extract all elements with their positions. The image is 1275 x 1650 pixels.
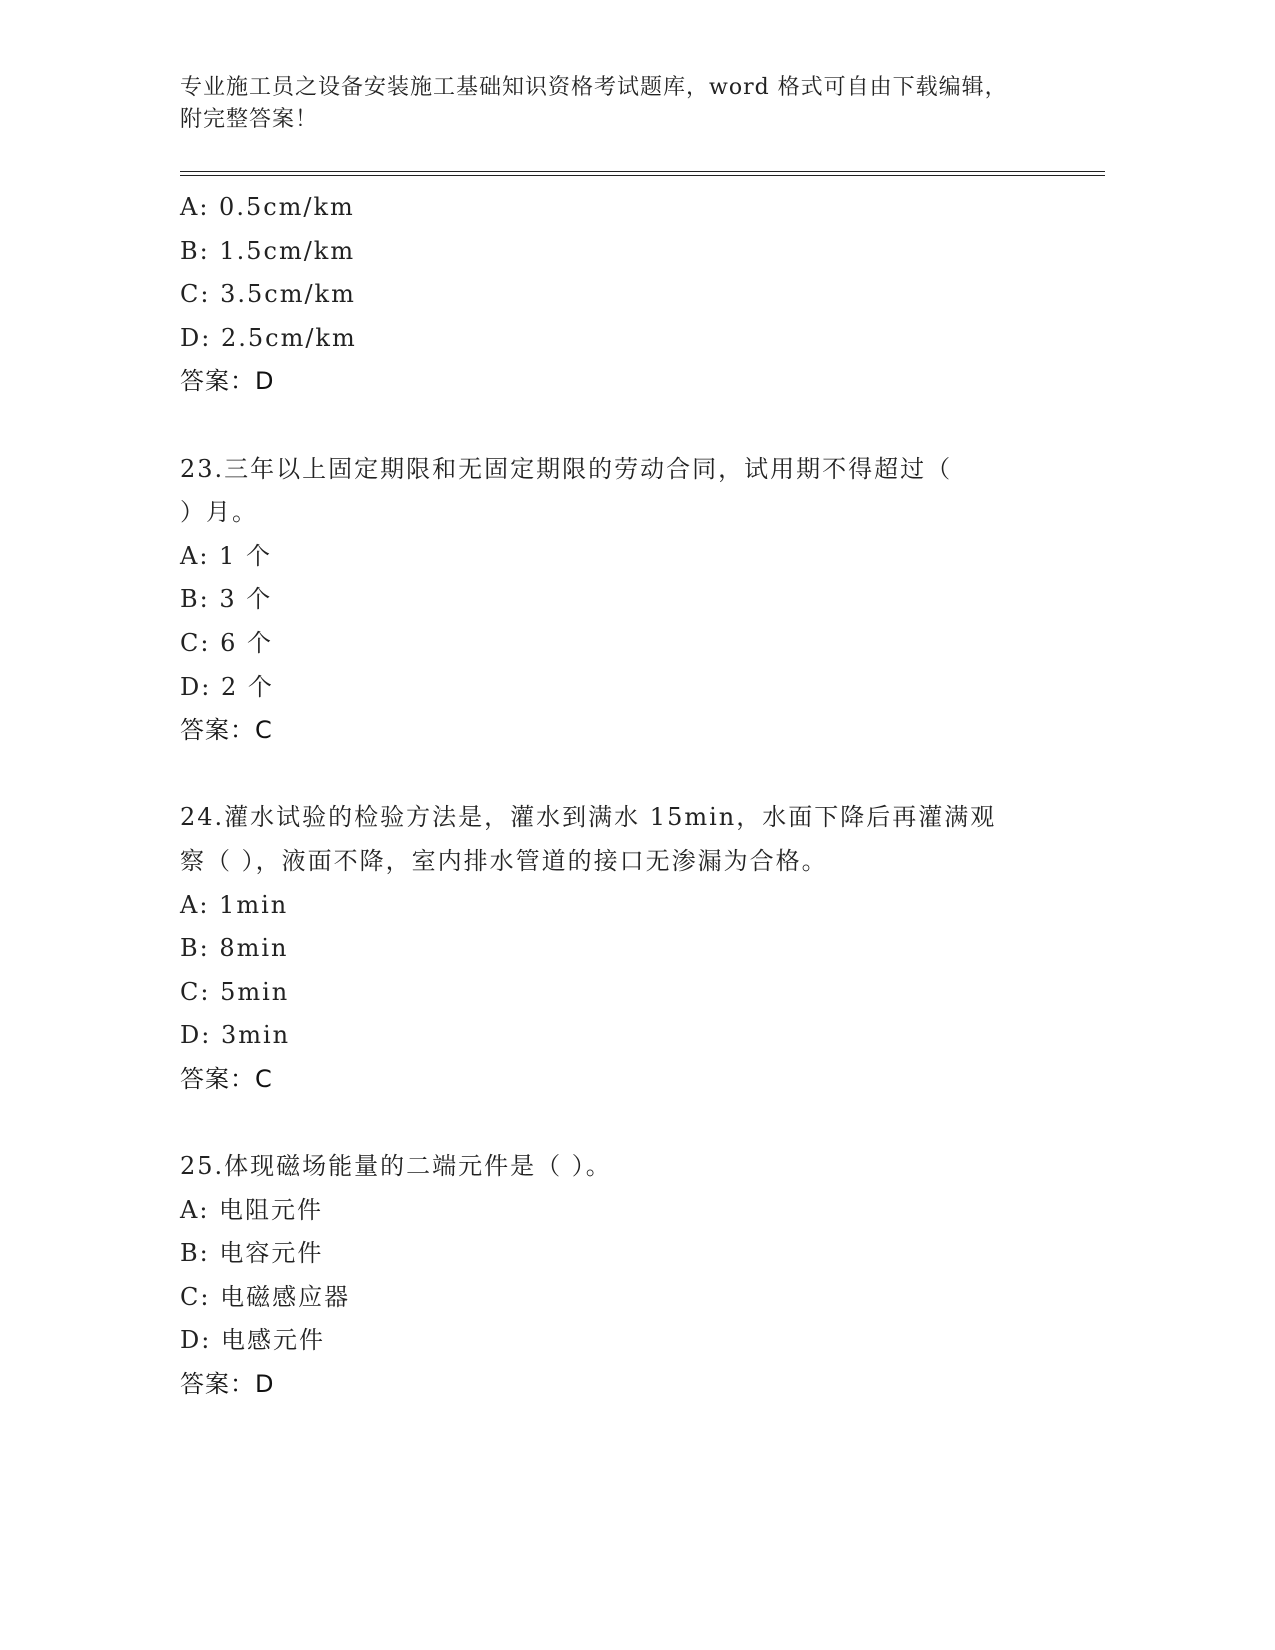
option-c: C: 3.5cm/km (180, 280, 356, 309)
option-a: A: 0.5cm/km (180, 193, 355, 221)
spacer (180, 404, 1060, 448)
header-divider-top (180, 171, 1105, 172)
document-header (180, 72, 1060, 136)
question-stem: 24.灌水试验的检验方法是，灌水到满水 15min，水面下降后再灌满观 (180, 803, 997, 832)
option-b: B: 3 个 (180, 585, 273, 614)
answer-line: 答案：C (180, 1064, 273, 1093)
option-a: A: 1min (180, 890, 289, 919)
question-23 (180, 448, 1060, 753)
header-divider-bottom (180, 175, 1105, 176)
spacer (180, 1101, 1060, 1145)
header-line-2: 附完整答案！ (180, 107, 319, 132)
question-list (180, 186, 1060, 1407)
option-b: B: 1.5cm/km (180, 236, 356, 265)
option-b: B: 电容元件 (180, 1239, 324, 1268)
question-stem-continued: 察（ ），液面不降，室内排水管道的接口无渗漏为合格。 (180, 846, 828, 875)
question-25 (180, 1145, 1060, 1407)
option-d: D: 3min (180, 1021, 291, 1050)
option-a: A: 1 个 (180, 541, 272, 570)
option-c: C: 电磁感应器 (180, 1282, 351, 1311)
option-d: D: 2.5cm/km (180, 323, 357, 352)
question-24 (180, 796, 1060, 1101)
option-c: C: 5min (180, 977, 290, 1006)
option-d: D: 电感元件 (180, 1326, 325, 1355)
option-b: B: 8min (180, 934, 289, 963)
answer-line: 答案：D (180, 1370, 275, 1399)
option-c: C: 6 个 (180, 628, 273, 657)
question-stem: 23.三年以上固定期限和无固定期限的劳动合同，试用期不得超过（ (180, 454, 953, 483)
answer-line: 答案：D (180, 367, 275, 396)
answer-line: 答案：C (180, 716, 273, 745)
question-22 (180, 186, 1060, 404)
option-a: A: 电阻元件 (180, 1195, 324, 1224)
header-line-1: 专业施工员之设备安装施工基础知识资格考试题库，word 格式可自由下载编辑， (180, 75, 1008, 100)
option-d: D: 2 个 (180, 672, 274, 701)
question-stem-continued: ）月。 (180, 498, 258, 527)
question-stem: 25.体现磁场能量的二端元件是（ ）。 (180, 1152, 612, 1181)
spacer (180, 753, 1060, 797)
